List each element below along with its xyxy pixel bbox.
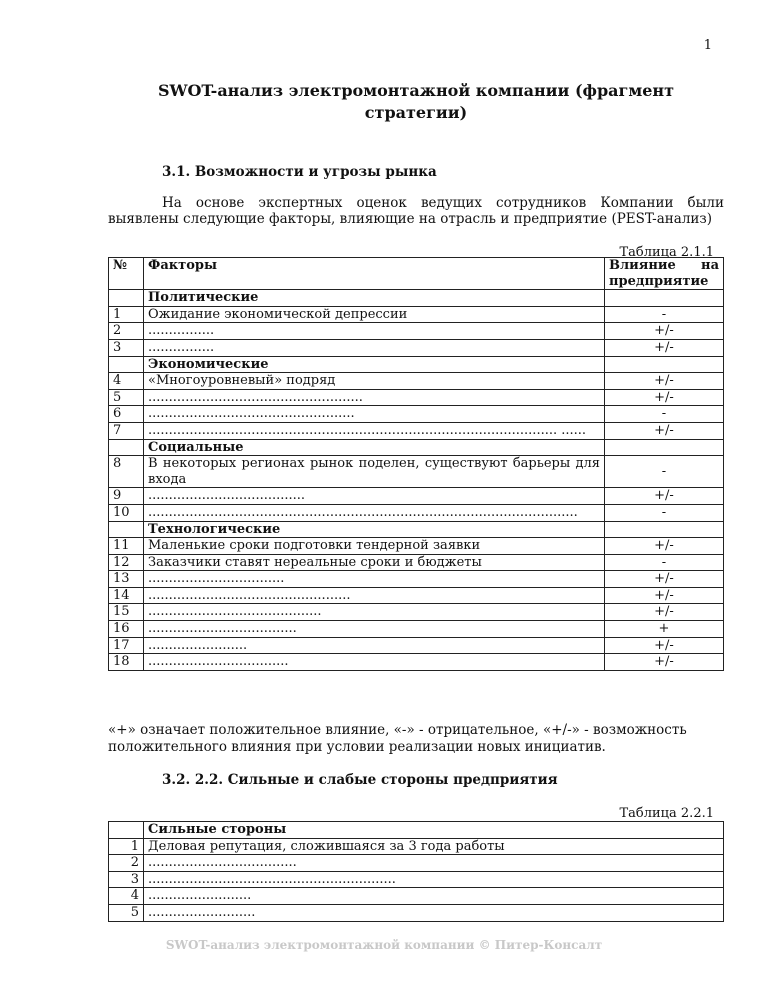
page-footer: SWOT-анализ электромонтажной компании © Питер-Консалт <box>165 938 603 952</box>
strengths-header-number-cell <box>109 822 144 839</box>
factor-row <box>109 621 724 638</box>
factor-row <box>109 323 724 340</box>
factor-row <box>109 504 724 521</box>
factor-text: .................................................. <box>144 406 605 423</box>
factor-row <box>109 654 724 671</box>
category-row <box>109 290 724 307</box>
factor-number: 17 <box>109 637 144 654</box>
factor-number: 5 <box>109 389 144 406</box>
category-label: Экономические <box>144 356 605 373</box>
factor-text: ...................................... <box>144 488 605 505</box>
factor-text: Ожидание экономической депрессии <box>144 306 605 323</box>
factor-number: 18 <box>109 654 144 671</box>
strength-row <box>109 855 724 872</box>
factor-row <box>109 604 724 621</box>
factor-number: 11 <box>109 538 144 555</box>
factor-row <box>109 488 724 505</box>
impact-value: +/- <box>605 422 724 439</box>
document-title: SWOT-анализ электромонтажной компании (фрагмент стратегии) <box>157 81 675 122</box>
impact-value <box>605 439 724 456</box>
factor-number: 16 <box>109 621 144 638</box>
factor-row <box>109 587 724 604</box>
table-caption-pest: Таблица 2.1.1 <box>619 245 714 260</box>
factor-text: ................ <box>144 339 605 356</box>
strength-text: ............................................................ <box>144 871 724 888</box>
factor-text: ................................. <box>144 571 605 588</box>
factor-number: 2 <box>109 323 144 340</box>
factor-row <box>109 373 724 390</box>
factor-text: .................................... <box>144 621 605 638</box>
pest-table-body <box>109 258 724 671</box>
section-heading-strengths-weaknesses: 3.2. 2.2. Сильные и слабые стороны предприятия <box>162 772 558 788</box>
factor-number: 4 <box>109 373 144 390</box>
factor-number: 7 <box>109 422 144 439</box>
category-row <box>109 521 724 538</box>
header-impact: Влияние на предприятие <box>605 258 724 290</box>
strength-number: 5 <box>109 904 144 921</box>
factor-number: 8 <box>109 456 144 488</box>
factor-text: Заказчики ставят нереальные сроки и бюджеты <box>144 554 605 571</box>
factor-number <box>109 356 144 373</box>
impact-legend: «+» означает положительное влияние, «-» - отрицательное, «+/-» - возможность положительного влияния при условии реализации новых инициатив. <box>108 722 687 755</box>
impact-value <box>605 290 724 307</box>
impact-value: +/- <box>605 538 724 555</box>
strength-number: 1 <box>109 838 144 855</box>
factor-row <box>109 422 724 439</box>
impact-value <box>605 521 724 538</box>
factor-number <box>109 521 144 538</box>
factor-number: 9 <box>109 488 144 505</box>
factor-row <box>109 554 724 571</box>
pest-table <box>108 257 724 671</box>
factor-number: 6 <box>109 406 144 423</box>
category-row <box>109 439 724 456</box>
strengths-table-body <box>109 822 724 922</box>
impact-value: - <box>605 504 724 521</box>
impact-value: +/- <box>605 323 724 340</box>
factor-row <box>109 637 724 654</box>
strength-number: 4 <box>109 888 144 905</box>
category-label: Технологические <box>144 521 605 538</box>
factor-row <box>109 406 724 423</box>
category-label: Социальные <box>144 439 605 456</box>
factor-number: 15 <box>109 604 144 621</box>
factor-number: 1 <box>109 306 144 323</box>
impact-value: - <box>605 406 724 423</box>
strength-row <box>109 904 724 921</box>
category-row <box>109 356 724 373</box>
factor-row <box>109 571 724 588</box>
strength-number: 3 <box>109 871 144 888</box>
impact-value: +/- <box>605 488 724 505</box>
header-factors: Факторы <box>144 258 605 290</box>
strength-row <box>109 871 724 888</box>
factor-number: 10 <box>109 504 144 521</box>
strength-text: ......................... <box>144 888 724 905</box>
factor-text: ........................................................................................................ <box>144 504 605 521</box>
factor-text: ................................................. <box>144 587 605 604</box>
factor-number: 3 <box>109 339 144 356</box>
impact-value: +/- <box>605 637 724 654</box>
impact-value: +/- <box>605 587 724 604</box>
impact-value: +/- <box>605 654 724 671</box>
impact-value <box>605 356 724 373</box>
factor-number: 13 <box>109 571 144 588</box>
impact-value: +/- <box>605 571 724 588</box>
factor-row <box>109 339 724 356</box>
factor-number <box>109 439 144 456</box>
strength-row <box>109 888 724 905</box>
table-caption-strengths: Таблица 2.2.1 <box>619 806 714 821</box>
strength-row <box>109 838 724 855</box>
factor-text: В некоторых регионах рынок поделен, существуют барьеры для входа <box>144 456 605 488</box>
impact-value: - <box>605 554 724 571</box>
factor-text: «Многоуровневый» подряд <box>144 373 605 390</box>
impact-value: +/- <box>605 339 724 356</box>
strengths-header: Сильные стороны <box>144 822 724 839</box>
impact-value: +/- <box>605 373 724 390</box>
strengths-table <box>108 821 724 922</box>
factor-row <box>109 389 724 406</box>
factor-number: 14 <box>109 587 144 604</box>
factor-text: .................................................... <box>144 389 605 406</box>
page-number: 1 <box>703 38 712 53</box>
factor-text: ................ <box>144 323 605 340</box>
impact-value: +/- <box>605 604 724 621</box>
factor-row <box>109 538 724 555</box>
strength-text: Деловая репутация, сложившаяся за 3 года работы <box>144 838 724 855</box>
intro-text: На основе экспертных оценок ведущих сотрудников Компании были выявлены следующие факторы, влияющие на отрасль и предприятие (PEST-анализ) <box>108 195 724 227</box>
factor-text: .................................. <box>144 654 605 671</box>
intro-paragraph <box>108 196 724 227</box>
section-heading-opportunities-threats: 3.1. Возможности и угрозы рынка <box>162 164 437 180</box>
factor-number: 12 <box>109 554 144 571</box>
impact-value: +/- <box>605 389 724 406</box>
impact-value: - <box>605 306 724 323</box>
header-number: № <box>109 258 144 290</box>
strength-number: 2 <box>109 855 144 872</box>
strength-text: .......................... <box>144 904 724 921</box>
factor-number <box>109 290 144 307</box>
factor-row <box>109 456 724 488</box>
strength-text: .................................... <box>144 855 724 872</box>
strengths-header-row <box>109 822 724 839</box>
factor-text: .......................................... <box>144 604 605 621</box>
pest-table-header-row <box>109 258 724 290</box>
factor-text: ................................................................................................... ...... <box>144 422 605 439</box>
impact-value: + <box>605 621 724 638</box>
factor-text: Маленькие сроки подготовки тендерной заявки <box>144 538 605 555</box>
impact-value: - <box>605 456 724 488</box>
factor-row <box>109 306 724 323</box>
category-label: Политические <box>144 290 605 307</box>
factor-text: ........................ <box>144 637 605 654</box>
